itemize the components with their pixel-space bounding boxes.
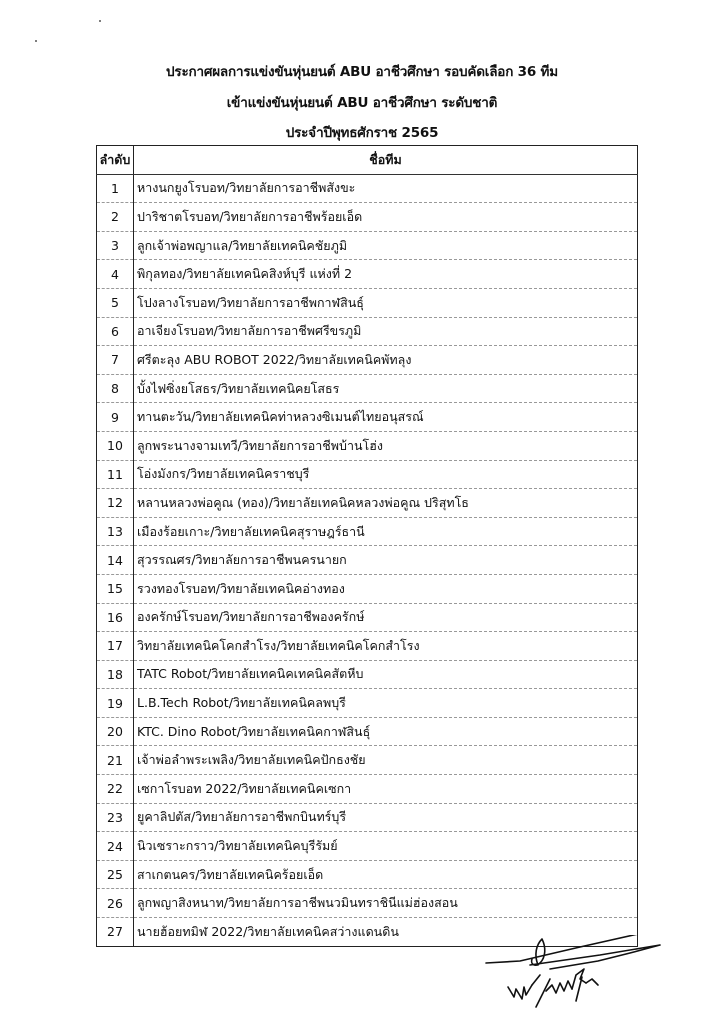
table-row <box>97 803 638 832</box>
table-row <box>97 574 638 603</box>
row-order-number: 15 <box>97 574 134 603</box>
table-row <box>97 660 638 689</box>
scan-speck <box>35 40 37 42</box>
team-table <box>96 145 638 947</box>
row-order-number: 14 <box>97 546 134 575</box>
table-row <box>97 317 638 346</box>
header-team-name: ชื่อทีม <box>134 146 638 175</box>
document-title-line1: ประกาศผลการแข่งขันหุ่นยนต์ ABU อาชีวศึกษา รอบคัดเลือก 36 ทีม <box>166 64 558 80</box>
row-team-name: สาเกตนคร/วิทยาลัยเทคนิคร้อยเอ็ด <box>134 860 638 889</box>
table-row <box>97 203 638 232</box>
row-team-name: สุวรรณศร/วิทยาลัยการอาชีพนครนายก <box>134 546 638 575</box>
table-row <box>97 460 638 489</box>
row-team-name: พิกุลทอง/วิทยาลัยเทคนิคสิงห์บุรี แห่งที่ 2 <box>134 260 638 289</box>
table-row <box>97 889 638 918</box>
document-title-line3: ประจำปีพุทธศักราช 2565 <box>285 125 439 141</box>
table-row <box>97 603 638 632</box>
table-row <box>97 231 638 260</box>
row-order-number: 13 <box>97 517 134 546</box>
row-team-name: นิวเซราะกราว/วิทยาลัยเทคนิคบุรีรัมย์ <box>134 832 638 861</box>
table-row <box>97 374 638 403</box>
table-row <box>97 260 638 289</box>
table-row <box>97 832 638 861</box>
row-team-name: ยูคาลิปตัส/วิทยาลัยการอาชีพกบินทร์บุรี <box>134 803 638 832</box>
table-row <box>97 346 638 375</box>
row-team-name: หางนกยูงโรบอท/วิทยาลัยการอาชีพสังขะ <box>134 174 638 203</box>
table-row <box>97 860 638 889</box>
table-row <box>97 403 638 432</box>
row-order-number: 24 <box>97 832 134 861</box>
row-team-name: หลานหลวงพ่อคูณ (ทอง)/วิทยาลัยเทคนิคหลวงพ่อคูณ ปริสุทโธ <box>134 489 638 518</box>
document-title-line2: เข้าแข่งขันหุ่นยนต์ ABU อาชีวศึกษา ระดับชาติ <box>226 95 498 111</box>
row-order-number: 9 <box>97 403 134 432</box>
table-row <box>97 174 638 203</box>
row-order-number: 27 <box>97 918 134 947</box>
table-row <box>97 717 638 746</box>
row-order-number: 10 <box>97 431 134 460</box>
row-team-name: โอ่งมังกร/วิทยาลัยเทคนิคราชบุรี <box>134 460 638 489</box>
row-order-number: 1 <box>97 174 134 203</box>
table-row <box>97 546 638 575</box>
row-order-number: 20 <box>97 717 134 746</box>
row-order-number: 3 <box>97 231 134 260</box>
row-order-number: 16 <box>97 603 134 632</box>
row-team-name: ลูกพญาสิงหนาท/วิทยาลัยการอาชีพนวมินทราชินีแม่ฮ่องสอน <box>134 889 638 918</box>
row-order-number: 23 <box>97 803 134 832</box>
row-team-name: ทานตะวัน/วิทยาลัยเทคนิคท่าหลวงซิเมนต์ไทยอนุสรณ์ <box>134 403 638 432</box>
table-row <box>97 689 638 718</box>
row-order-number: 12 <box>97 489 134 518</box>
row-team-name: KTC. Dino Robot/วิทยาลัยเทคนิคกาฬสินธุ์ <box>134 717 638 746</box>
table-row <box>97 775 638 804</box>
row-team-name: ศรีตะลุง ABU ROBOT 2022/วิทยาลัยเทคนิคพัทลุง <box>134 346 638 375</box>
table-row <box>97 746 638 775</box>
table-row <box>97 431 638 460</box>
row-team-name: TATC Robot/วิทยาลัยเทคนิคเทคนิคสัตหีบ <box>134 660 638 689</box>
row-team-name: อาเจียงโรบอท/วิทยาลัยการอาชีพศรีขรภูมิ <box>134 317 638 346</box>
table-row <box>97 489 638 518</box>
row-order-number: 25 <box>97 860 134 889</box>
row-team-name: เมืองร้อยเกาะ/วิทยาลัยเทคนิคสุราษฎร์ธานี <box>134 517 638 546</box>
row-order-number: 2 <box>97 203 134 232</box>
scan-speck <box>99 20 101 22</box>
row-team-name: วิทยาลัยเทคนิคโคกสำโรง/วิทยาลัยเทคนิคโคกสำโรง <box>134 632 638 661</box>
row-team-name: เจ้าพ่อลำพระเพลิง/วิทยาลัยเทคนิคปักธงชัย <box>134 746 638 775</box>
row-order-number: 19 <box>97 689 134 718</box>
table-row <box>97 632 638 661</box>
row-order-number: 7 <box>97 346 134 375</box>
row-order-number: 8 <box>97 374 134 403</box>
row-team-name: โปงลางโรบอท/วิทยาลัยการอาชีพกาฬสินธุ์ <box>134 288 638 317</box>
table-row <box>97 288 638 317</box>
row-team-name: เซกาโรบอท 2022/วิทยาลัยเทคนิคเซกา <box>134 775 638 804</box>
row-team-name: บั้งไฟซิ่งยโสธร/วิทยาลัยเทคนิคยโสธร <box>134 374 638 403</box>
header-order: ลำดับ <box>97 146 134 175</box>
row-order-number: 22 <box>97 775 134 804</box>
table-header-row <box>97 146 638 175</box>
row-team-name: L.B.Tech Robot/วิทยาลัยเทคนิคลพบุรี <box>134 689 638 718</box>
row-team-name: นายฮ้อยทมิฬ 2022/วิทยาลัยเทคนิคสว่างแดนดิน <box>134 918 638 947</box>
row-order-number: 21 <box>97 746 134 775</box>
row-team-name: ลูกพระนางจามเทวี/วิทยาลัยการอาชีพบ้านโฮ่ง <box>134 431 638 460</box>
row-order-number: 17 <box>97 632 134 661</box>
row-order-number: 6 <box>97 317 134 346</box>
row-order-number: 5 <box>97 288 134 317</box>
row-team-name: รวงทองโรบอท/วิทยาลัยเทคนิคอ่างทอง <box>134 574 638 603</box>
row-team-name: องครักษ์โรบอท/วิทยาลัยการอาชีพองครักษ์ <box>134 603 638 632</box>
signature <box>480 935 680 1020</box>
table-row <box>97 517 638 546</box>
row-team-name: ลูกเจ้าพ่อพญาแล/วิทยาลัยเทคนิคชัยภูมิ <box>134 231 638 260</box>
row-order-number: 18 <box>97 660 134 689</box>
row-order-number: 26 <box>97 889 134 918</box>
row-order-number: 11 <box>97 460 134 489</box>
row-team-name: ปาริชาตโรบอท/วิทยาลัยการอาชีพร้อยเอ็ด <box>134 203 638 232</box>
row-order-number: 4 <box>97 260 134 289</box>
